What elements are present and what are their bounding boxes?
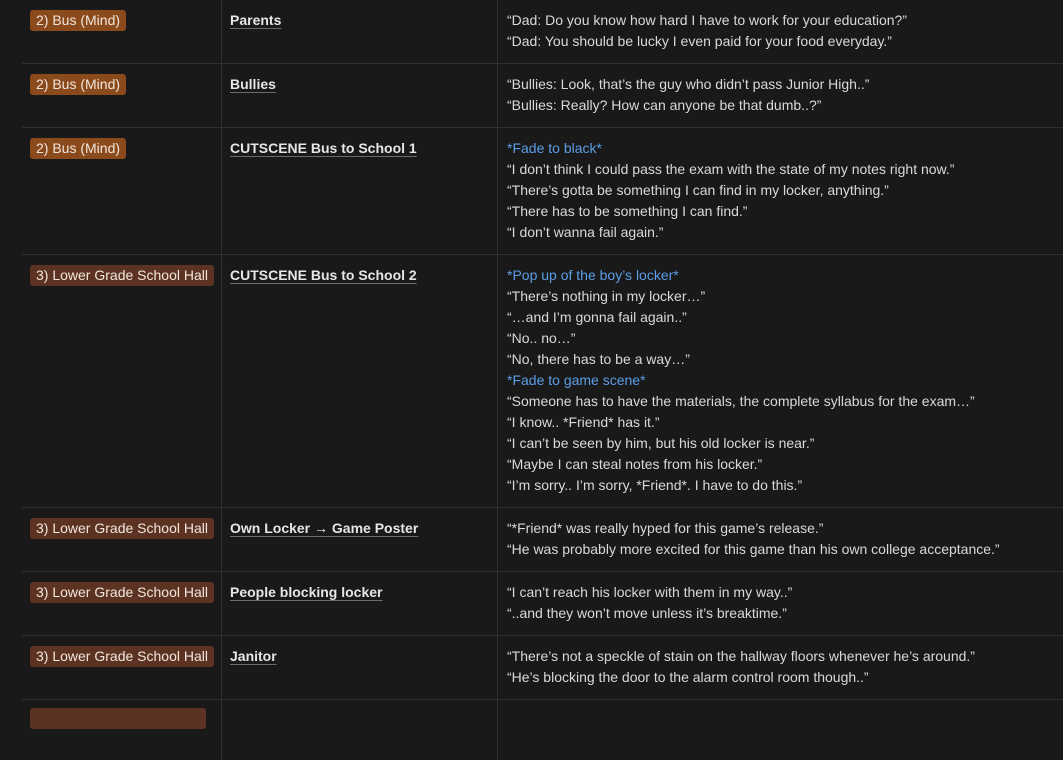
dialogue-line: “No, there has to be a way…” (507, 351, 690, 367)
dialogue-line: “Maybe I can steal notes from his locker.” (507, 456, 763, 472)
table-row[interactable] (22, 699, 1063, 760)
location-tag[interactable]: 2) Bus (Mind) (30, 138, 126, 159)
trigger-name[interactable]: CUTSCENE Bus to School 1 (230, 140, 417, 156)
trigger-name[interactable]: People blocking locker (230, 584, 383, 600)
location-tag[interactable] (30, 708, 206, 729)
location-cell[interactable] (22, 0, 221, 63)
dialogue-cell[interactable] (497, 0, 1063, 63)
dialogue-lines (507, 265, 1055, 496)
table-row[interactable] (22, 127, 1063, 254)
trigger-cell[interactable] (221, 128, 498, 254)
dialogue-line: “Bullies: Look, that’s the guy who didn’t pass Junior High..” (507, 76, 870, 92)
dialogue-line: “Someone has to have the materials, the complete syllabus for the exam…” (507, 393, 975, 409)
dialogue-line: “…and I’m gonna fail again..” (507, 309, 687, 325)
location-cell[interactable] (22, 255, 221, 507)
dialogue-lines (507, 646, 1055, 688)
dialogue-line: “There’s not a speckle of stain on the hallway floors whenever he’s around.” (507, 648, 975, 664)
trigger-cell[interactable] (221, 572, 498, 635)
location-cell[interactable] (22, 572, 221, 635)
trigger-name[interactable]: Janitor (230, 648, 277, 664)
dialogue-cell[interactable] (497, 64, 1063, 127)
location-tag[interactable]: 2) Bus (Mind) (30, 10, 126, 31)
dialogue-line: “I don’t think I could pass the exam with the state of my notes right now.” (507, 161, 955, 177)
dialogue-lines (507, 582, 1055, 624)
trigger-cell[interactable] (221, 64, 498, 127)
dialogue-line: “He’s blocking the door to the alarm control room though..” (507, 669, 869, 685)
table-row[interactable] (22, 507, 1063, 571)
trigger-name[interactable]: Bullies (230, 76, 276, 92)
location-cell[interactable] (22, 700, 221, 760)
location-cell[interactable] (22, 64, 221, 127)
location-cell[interactable] (22, 128, 221, 254)
trigger-name[interactable]: CUTSCENE Bus to School 2 (230, 267, 417, 283)
dialogue-lines (507, 74, 1055, 116)
dialogue-line: “I can’t be seen by him, but his old locker is near.” (507, 435, 815, 451)
dialogue-line: “I don’t wanna fail again.” (507, 224, 664, 240)
dialogue-cell[interactable] (497, 636, 1063, 699)
dialogue-line: “I’m sorry.. I’m sorry, *Friend*. I have to do this.” (507, 477, 803, 493)
table-row[interactable] (22, 254, 1063, 507)
location-tag[interactable]: 3) Lower Grade School Hall (30, 518, 214, 539)
table-row[interactable] (22, 63, 1063, 127)
dialogue-line: “Dad: Do you know how hard I have to work for your education?” (507, 12, 907, 28)
dialogue-line: “Dad: You should be lucky I even paid for your food everyday.” (507, 33, 892, 49)
dialogue-line: “..and they won’t move unless it’s breaktime.” (507, 605, 787, 621)
dialogue-cell[interactable] (497, 572, 1063, 635)
dialogue-cell[interactable] (497, 128, 1063, 254)
dialogue-line: “Bullies: Really? How can anyone be that dumb..?” (507, 97, 822, 113)
table-row[interactable] (22, 0, 1063, 63)
location-tag[interactable]: 3) Lower Grade School Hall (30, 582, 214, 603)
location-tag[interactable]: 3) Lower Grade School Hall (30, 646, 214, 667)
dialogue-lines (507, 10, 1055, 52)
dialogue-line: “There’s gotta be something I can find in my locker, anything.” (507, 182, 889, 198)
dialogue-cell[interactable] (497, 255, 1063, 507)
stage-direction: *Fade to black* (507, 140, 602, 156)
dialogue-line: “There’s nothing in my locker…” (507, 288, 706, 304)
dialogue-line: “I can’t reach his locker with them in my way..” (507, 584, 793, 600)
trigger-cell[interactable] (221, 255, 498, 507)
dialogue-line: “No.. no…” (507, 330, 576, 346)
trigger-name[interactable]: Own Locker → Game Poster (230, 520, 419, 536)
dialogue-line: “*Friend* was really hyped for this game’s release.” (507, 520, 824, 536)
trigger-name[interactable]: Parents (230, 12, 282, 28)
trigger-cell[interactable] (221, 636, 498, 699)
trigger-cell[interactable] (221, 700, 498, 760)
location-cell[interactable] (22, 508, 221, 571)
dialogue-lines (507, 138, 1055, 243)
table-row[interactable] (22, 635, 1063, 699)
location-tag[interactable]: 3) Lower Grade School Hall (30, 265, 214, 286)
stage-direction: *Fade to game scene* (507, 372, 646, 388)
table-row[interactable] (22, 571, 1063, 635)
trigger-cell[interactable] (221, 508, 498, 571)
dialogue-lines (507, 518, 1055, 560)
dialogue-table (22, 0, 1063, 760)
location-tag[interactable]: 2) Bus (Mind) (30, 74, 126, 95)
dialogue-line: “I know.. *Friend* has it.” (507, 414, 660, 430)
dialogue-cell[interactable] (497, 700, 1063, 760)
location-cell[interactable] (22, 636, 221, 699)
stage-direction: *Pop up of the boy’s locker* (507, 267, 679, 283)
trigger-cell[interactable] (221, 0, 498, 63)
dialogue-line: “He was probably more excited for this game than his own college acceptance.” (507, 541, 1000, 557)
dialogue-line: “There has to be something I can find.” (507, 203, 748, 219)
dialogue-cell[interactable] (497, 508, 1063, 571)
